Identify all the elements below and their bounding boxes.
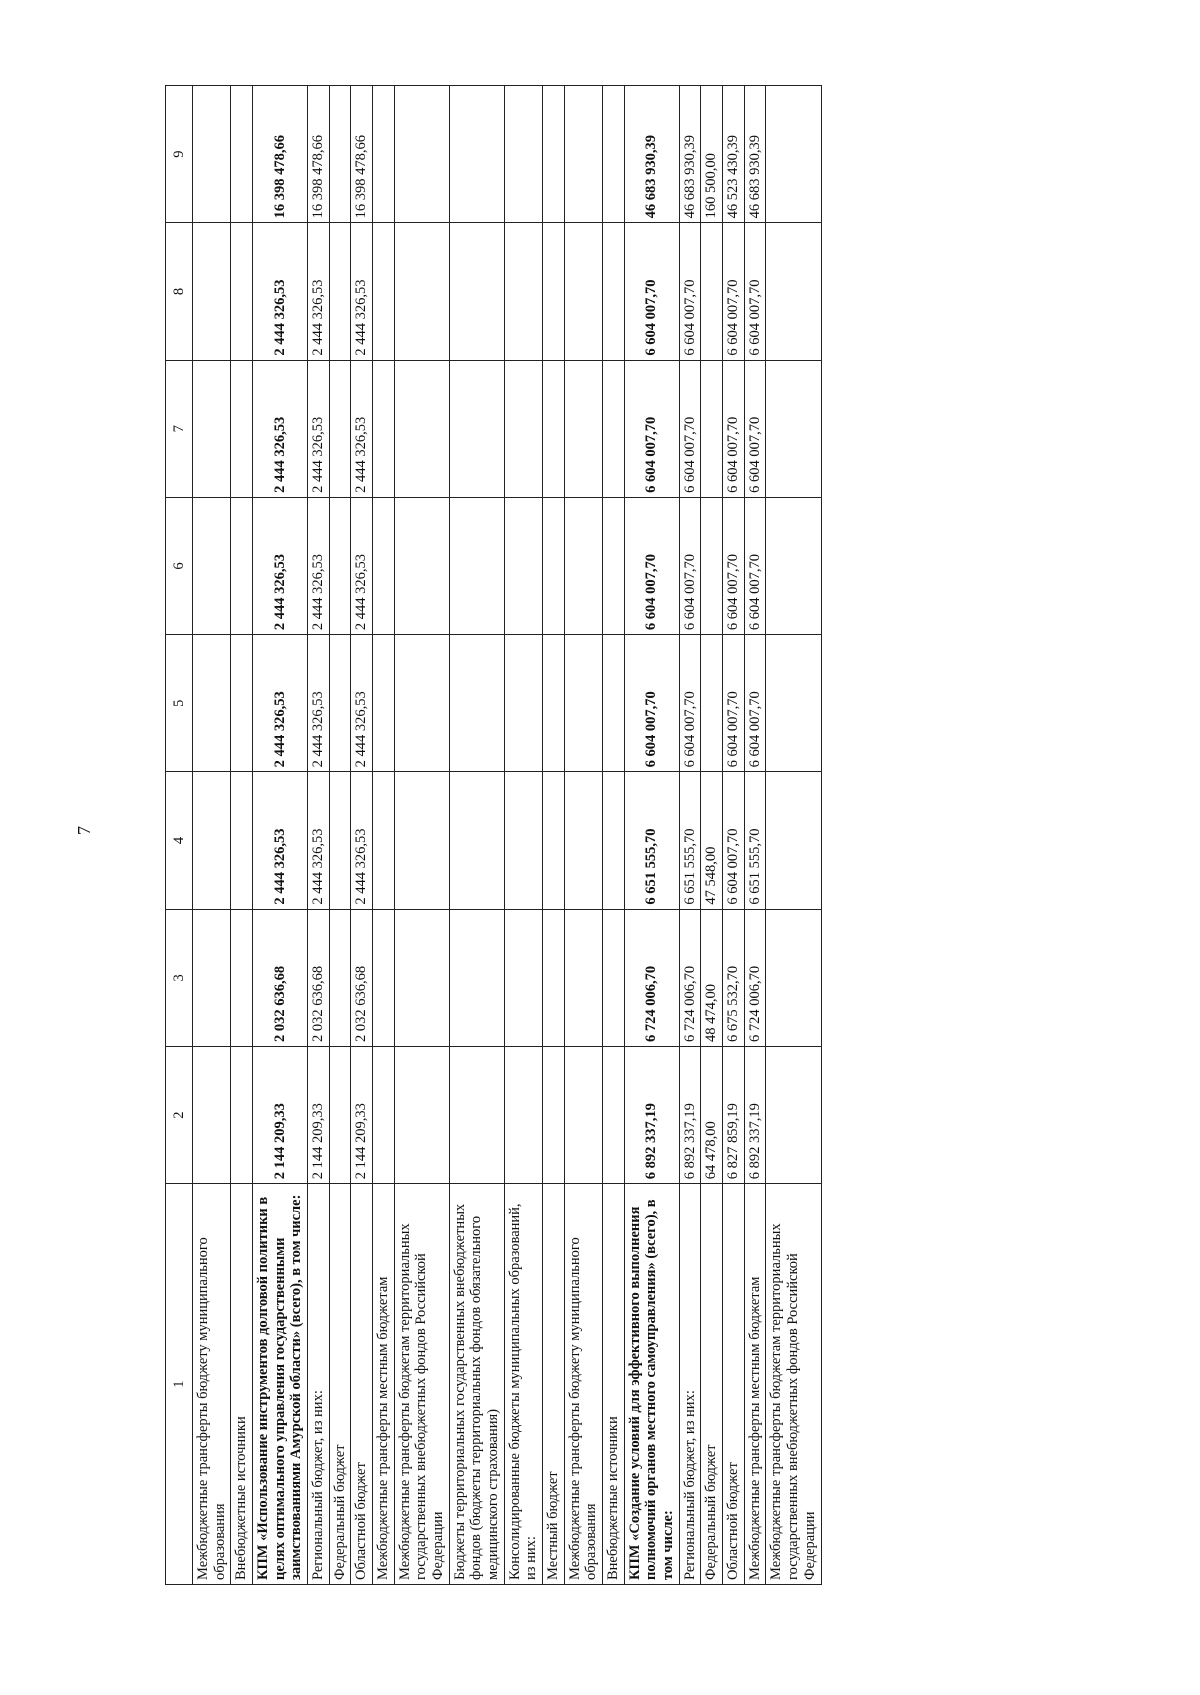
value-cell: 6 892 337,19 [624, 1046, 679, 1183]
value-cell: 2 444 326,53 [253, 635, 308, 772]
value-cell [193, 1046, 231, 1183]
table-row [603, 86, 625, 1585]
table-row [449, 86, 504, 1585]
value-cell [329, 909, 351, 1046]
value-cell [231, 497, 253, 634]
value-cell [373, 635, 395, 772]
value-cell [701, 360, 723, 497]
table-row [543, 86, 565, 1585]
value-cell [766, 497, 821, 634]
value-cell [504, 1046, 542, 1183]
value-cell [603, 1046, 625, 1183]
value-cell [701, 497, 723, 634]
value-cell: 46 683 930,39 [744, 86, 766, 223]
table-row [701, 86, 723, 1585]
table-row [253, 86, 308, 1585]
row-label-cell: Межбюджетные трансферты местным бюджетам [744, 1184, 766, 1585]
value-cell [394, 1046, 449, 1183]
value-cell [449, 635, 504, 772]
table-row [308, 86, 330, 1585]
value-cell [603, 909, 625, 1046]
value-cell [564, 497, 602, 634]
value-cell: 2 144 209,33 [308, 1046, 330, 1183]
value-cell: 2 444 326,53 [253, 497, 308, 634]
row-label-cell: Внебюджетные источники [603, 1184, 625, 1585]
value-cell [394, 909, 449, 1046]
value-cell [766, 86, 821, 223]
value-cell: 2 444 326,53 [253, 360, 308, 497]
value-cell [543, 86, 565, 223]
value-cell [231, 909, 253, 1046]
value-cell [766, 1046, 821, 1183]
table-row [766, 86, 821, 1585]
value-cell: 2 444 326,53 [351, 635, 373, 772]
value-cell [373, 772, 395, 909]
value-cell: 6 892 337,19 [744, 1046, 766, 1183]
value-cell [543, 1046, 565, 1183]
value-cell [449, 86, 504, 223]
value-cell [329, 223, 351, 360]
value-cell: 2 444 326,53 [308, 360, 330, 497]
value-cell: 2 032 636,68 [308, 909, 330, 1046]
value-cell [564, 223, 602, 360]
value-cell [394, 635, 449, 772]
value-cell: 64 478,00 [701, 1046, 723, 1183]
column-header-9: 9 [166, 86, 193, 223]
value-cell: 6 604 007,70 [744, 635, 766, 772]
budget-table [165, 85, 822, 1585]
value-cell [329, 86, 351, 223]
value-cell: 6 604 007,70 [723, 360, 745, 497]
row-label-cell: КПМ «Создание условий для эффективного выполнения полномочий органов местного самоуправления» (всего), в том числе: [624, 1184, 679, 1585]
value-cell [449, 360, 504, 497]
row-label-cell: Местный бюджет [543, 1184, 565, 1585]
value-cell: 6 675 532,70 [723, 909, 745, 1046]
value-cell [329, 635, 351, 772]
value-cell [449, 497, 504, 634]
value-cell: 6 724 006,70 [624, 909, 679, 1046]
row-label-cell: Региональный бюджет, из них: [679, 1184, 701, 1585]
value-cell: 6 827 859,19 [723, 1046, 745, 1183]
value-cell: 6 604 007,70 [744, 497, 766, 634]
row-label-cell: Областной бюджет [723, 1184, 745, 1585]
value-cell [449, 772, 504, 909]
value-cell [193, 497, 231, 634]
value-cell: 6 604 007,70 [723, 497, 745, 634]
value-cell [603, 635, 625, 772]
value-cell [394, 86, 449, 223]
column-header-2: 2 [166, 1046, 193, 1183]
value-cell: 2 444 326,53 [253, 223, 308, 360]
row-label-cell: Межбюджетные трансферты местным бюджетам [373, 1184, 395, 1585]
value-cell [329, 360, 351, 497]
row-label-cell: Межбюджетные трансферты бюджетам территориальных государственных внебюджетных фондов Российской Федерации [766, 1184, 821, 1585]
value-cell [701, 223, 723, 360]
column-header-7: 7 [166, 360, 193, 497]
value-cell [766, 635, 821, 772]
value-cell [543, 909, 565, 1046]
value-cell [329, 772, 351, 909]
value-cell: 2 444 326,53 [351, 497, 373, 634]
value-cell: 2 444 326,53 [308, 772, 330, 909]
column-header-1: 1 [166, 1184, 193, 1585]
value-cell: 6 604 007,70 [679, 223, 701, 360]
value-cell: 6 604 007,70 [723, 772, 745, 909]
value-cell [231, 1046, 253, 1183]
value-cell [603, 360, 625, 497]
value-cell: 2 444 326,53 [351, 360, 373, 497]
value-cell: 6 724 006,70 [679, 909, 701, 1046]
value-cell [504, 635, 542, 772]
value-cell: 2 032 636,68 [253, 909, 308, 1046]
value-cell [543, 635, 565, 772]
value-cell: 16 398 478,66 [308, 86, 330, 223]
value-cell: 6 724 006,70 [744, 909, 766, 1046]
value-cell [231, 635, 253, 772]
row-label-cell: Внебюджетные источники [231, 1184, 253, 1585]
value-cell [193, 635, 231, 772]
value-cell [373, 360, 395, 497]
value-cell [564, 86, 602, 223]
value-cell: 6 604 007,70 [624, 360, 679, 497]
table-row [394, 86, 449, 1585]
value-cell [329, 497, 351, 634]
value-cell [231, 772, 253, 909]
row-label-cell: КПМ «Использование инструментов долговой политики в целях оптимального управления государственными заимствованиями Амурской области» (всего), в том числе: [253, 1184, 308, 1585]
value-cell [504, 497, 542, 634]
value-cell [394, 360, 449, 497]
value-cell: 47 548,00 [701, 772, 723, 909]
value-cell [394, 223, 449, 360]
value-cell: 16 398 478,66 [351, 86, 373, 223]
value-cell: 160 500,00 [701, 86, 723, 223]
value-cell [766, 360, 821, 497]
column-header-3: 3 [166, 909, 193, 1046]
value-cell: 2 144 209,33 [351, 1046, 373, 1183]
column-header-8: 8 [166, 223, 193, 360]
budget-table-container [165, 85, 1005, 1585]
value-cell [394, 497, 449, 634]
value-cell [193, 909, 231, 1046]
table-row [744, 86, 766, 1585]
value-cell [603, 772, 625, 909]
value-cell: 6 604 007,70 [624, 223, 679, 360]
row-label-cell: Региональный бюджет, из них: [308, 1184, 330, 1585]
value-cell: 2 144 209,33 [253, 1046, 308, 1183]
value-cell [564, 635, 602, 772]
value-cell: 16 398 478,66 [253, 86, 308, 223]
value-cell: 2 032 636,68 [351, 909, 373, 1046]
value-cell [449, 909, 504, 1046]
value-cell [766, 909, 821, 1046]
value-cell: 6 604 007,70 [744, 360, 766, 497]
value-cell [504, 772, 542, 909]
value-cell [564, 360, 602, 497]
table-row [329, 86, 351, 1585]
value-cell [373, 909, 395, 1046]
value-cell [329, 1046, 351, 1183]
row-label-cell: Консолидированные бюджеты муниципальных образований, из них: [504, 1184, 542, 1585]
table-row [624, 86, 679, 1585]
column-header-6: 6 [166, 497, 193, 634]
value-cell [373, 223, 395, 360]
value-cell: 6 604 007,70 [679, 360, 701, 497]
value-cell [231, 223, 253, 360]
table-row [679, 86, 701, 1585]
table-row [231, 86, 253, 1585]
value-cell [504, 86, 542, 223]
column-header-5: 5 [166, 635, 193, 772]
table-row [373, 86, 395, 1585]
value-cell [394, 772, 449, 909]
value-cell [543, 497, 565, 634]
value-cell: 2 444 326,53 [351, 223, 373, 360]
value-cell: 6 892 337,19 [679, 1046, 701, 1183]
value-cell: 6 651 555,70 [679, 772, 701, 909]
value-cell: 48 474,00 [701, 909, 723, 1046]
value-cell [504, 909, 542, 1046]
value-cell [766, 223, 821, 360]
value-cell: 46 523 430,39 [723, 86, 745, 223]
value-cell: 6 604 007,70 [624, 635, 679, 772]
value-cell [564, 909, 602, 1046]
value-cell [193, 360, 231, 497]
row-label-cell: Межбюджетные трансферты бюджету муниципального образования [193, 1184, 231, 1585]
row-label-cell: Областной бюджет [351, 1184, 373, 1585]
value-cell: 6 604 007,70 [744, 223, 766, 360]
row-label-cell: Федеральный бюджет [329, 1184, 351, 1585]
value-cell [543, 772, 565, 909]
value-cell [543, 223, 565, 360]
table-row [723, 86, 745, 1585]
value-cell: 6 651 555,70 [624, 772, 679, 909]
value-cell: 2 444 326,53 [253, 772, 308, 909]
value-cell [543, 360, 565, 497]
value-cell [766, 772, 821, 909]
row-label-cell: Бюджеты территориальных государственных внебюджетных фондов (бюджеты территориальных фондов обязательного медицинского страхования) [449, 1184, 504, 1585]
value-cell: 2 444 326,53 [308, 497, 330, 634]
value-cell [193, 772, 231, 909]
value-cell: 46 683 930,39 [679, 86, 701, 223]
value-cell [449, 1046, 504, 1183]
table-row [193, 86, 231, 1585]
table-body [193, 86, 822, 1585]
value-cell: 2 444 326,53 [308, 635, 330, 772]
value-cell: 6 604 007,70 [624, 497, 679, 634]
value-cell [603, 497, 625, 634]
row-label-cell: Межбюджетные трансферты бюджетам территориальных государственных внебюджетных фондов Российской Федерации [394, 1184, 449, 1585]
value-cell [193, 223, 231, 360]
value-cell: 6 604 007,70 [679, 635, 701, 772]
value-cell [449, 223, 504, 360]
value-cell [701, 635, 723, 772]
row-label-cell: Межбюджетные трансферты бюджету муниципального образования [564, 1184, 602, 1585]
value-cell: 2 444 326,53 [351, 772, 373, 909]
value-cell [504, 223, 542, 360]
value-cell: 6 604 007,70 [723, 635, 745, 772]
value-cell [564, 1046, 602, 1183]
value-cell [564, 772, 602, 909]
value-cell [373, 1046, 395, 1183]
value-cell [373, 86, 395, 223]
value-cell: 2 444 326,53 [308, 223, 330, 360]
table-row [564, 86, 602, 1585]
row-label-cell: Федеральный бюджет [701, 1184, 723, 1585]
value-cell [373, 497, 395, 634]
value-cell [193, 86, 231, 223]
value-cell: 46 683 930,39 [624, 86, 679, 223]
value-cell [603, 223, 625, 360]
value-cell: 6 604 007,70 [723, 223, 745, 360]
column-header-4: 4 [166, 772, 193, 909]
value-cell [504, 360, 542, 497]
table-row [351, 86, 373, 1585]
value-cell [231, 86, 253, 223]
value-cell: 6 604 007,70 [679, 497, 701, 634]
value-cell [231, 360, 253, 497]
value-cell: 6 651 555,70 [744, 772, 766, 909]
page-number: 7 [74, 826, 94, 835]
value-cell [603, 86, 625, 223]
table-row [504, 86, 542, 1585]
table-header-row [166, 86, 193, 1585]
